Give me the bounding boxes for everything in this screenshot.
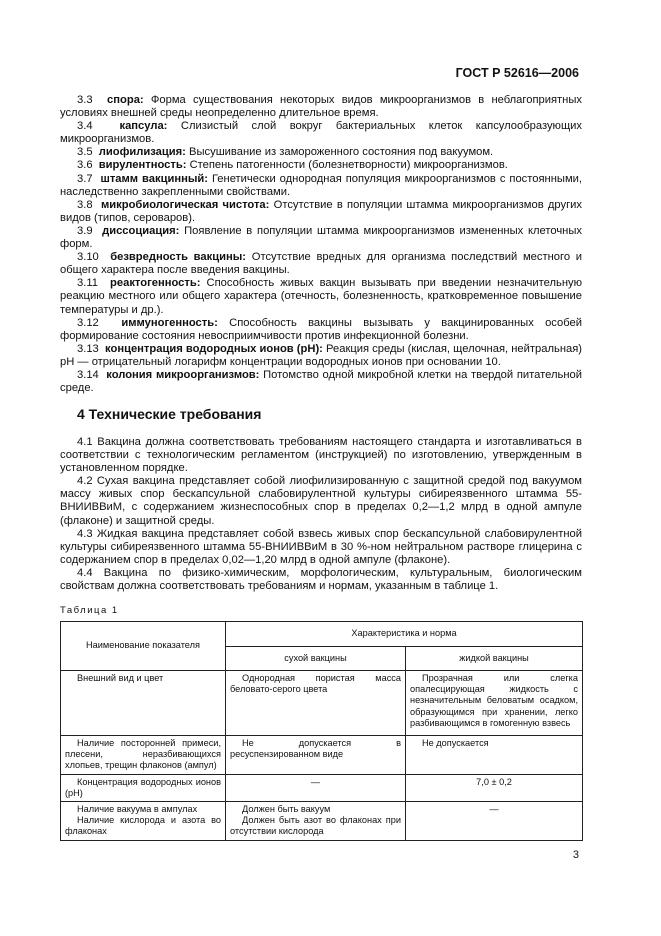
definition-item: 3.5 лиофилизация: Высушивание из замороженного состояния под вакуумом. (77, 146, 494, 159)
requirements-list (60, 436, 582, 593)
definition-item: 3.12 иммуногенность: Способность вакцины вызывать у вакцинированных особей формирование состояния невосприимчивости против инфекционной болезни. (60, 316, 582, 342)
table-header-dry: сухой вакцины (226, 647, 406, 671)
table-header-group: Характеристика и норма (226, 622, 583, 647)
table-cell-liquid: Прозрачная или слегка опалесцирующая жидкость с незначительным беловатым осадком, образующимся при хранении, легко разбивающимся в гомогенную взвесь (406, 671, 583, 736)
table-cell-name: Наличие посторонней примеси, плесени, неразбивающихся хлопьев, трещин флаконов (ампул) (61, 736, 226, 775)
table-cell-dry: Однородная пористая масса беловато-серого цвета (226, 671, 406, 736)
table-row (61, 736, 583, 775)
table-cell-name-line: Наличие вакуума в ампулах (77, 804, 198, 815)
table-row (61, 671, 583, 736)
table-caption: Таблица 1 (60, 605, 119, 616)
definition-item: 3.10 безвредность вакцины: Отсутствие вредных для организма последствий местного и общего характера после введения вакцины. (60, 251, 583, 277)
table-cell-dry-line: Должен быть вакуум (242, 804, 331, 815)
requirement-paragraph: 4.3 Жидкая вакцина представляет собой взвесь живых спор бескапсульной слабовирулентной культуры сибиреязвенного штамма 55-ВНИИВВиМ в 30 %-ном нейтральном растворе глицерина с содержанием спор в пределах 0,02—1,20 млрд в одной ампуле (флаконе). (60, 527, 582, 566)
table-header-liquid: жидкой вакцины (406, 647, 583, 671)
table-row (61, 802, 583, 841)
definition-item: 3.7 штамм вакцинный: Генетически однородная популяция микроорганизмов с постоянными, наследственно закрепленными свойствами. (60, 172, 582, 198)
definition-item: 3.4 капсула: Слизистый слой вокруг бактериальных клеток капсулообразующих микроорганизмов. (60, 120, 582, 146)
table-cell-liquid: 7,0 ± 0,2 (406, 774, 583, 801)
definition-item: 3.14 колония микроорганизмов: Потомство одной микробной клетки на твердой питательной среде. (60, 368, 583, 395)
table-row (61, 774, 583, 801)
table-cell-name-line: Наличие кислорода и азота во флаконах (65, 815, 221, 837)
requirement-paragraph: 4.4 Вакцина по физико-химическим, морфологическим, культуральным, биологическим свойствам должна соответствовать требованиям и нормам, указанным в таблице 1. (60, 566, 582, 593)
table-cell-name: Концентрация водородных ионов (pH) (61, 774, 226, 801)
definition-item: 3.9 диссоциация: Появление в популяции штамма микроорганизмов измененных клеточных форм. (60, 224, 582, 251)
requirement-paragraph: 4.1 Вакцина должна соответствовать требованиям настоящего стандарта и изготавливаться в соответствии с технологическим регламентом (инструкцией) по изготовлению, утвержденным в установленном порядке. (60, 436, 582, 475)
table-cell-liquid: — (406, 802, 583, 841)
table-cell-dry: — (226, 774, 406, 801)
table-cell-dry: Не допускается в ресуспензированном виде (226, 736, 406, 775)
table-header-indicator: Наименование показателя (61, 622, 226, 671)
table-cell-dry-line: Должен быть азот во флаконах при отсутствии кислорода (230, 815, 401, 837)
definition-item: 3.6 вирулентность: Степень патогенности (болезнетворности) микроорганизмов. (77, 159, 508, 172)
definitions-list (60, 94, 582, 395)
page-number: 3 (572, 849, 579, 861)
table-cell-liquid: Не допускается (406, 736, 583, 775)
definition-item: 3.13 концентрация водородных ионов (pH): Реакция среды (кислая, щелочная, нейтральная) pH — отрицательный логарифм концентрации водородных ионов при основании 10. (60, 342, 582, 368)
specification-table (60, 621, 583, 841)
definition-item: 3.8 микробиологическая чистота: Отсутствие в популяции штамма микроорганизмов других видов (типов, сероваров). (60, 198, 583, 224)
document-header: ГОСТ Р 52616—2006 (455, 66, 579, 80)
definition-item: 3.3 спора: Форма существования некоторых видов микроорганизмов в неблагоприятных условиях внешней среды неопределенно длительное время. (60, 94, 582, 120)
table-cell-dry (226, 802, 406, 841)
table-cell-name: Внешний вид и цвет (61, 671, 226, 736)
definition-item: 3.11 реактогенность: Способность живых вакцин вызывать при введении незначительную реакцию местного или общего характера (отечность, болезненность, кратковременное повышение температуры и др.). (60, 277, 582, 316)
section-title: 4 Технические требования (77, 406, 262, 422)
table-cell-name (61, 802, 226, 841)
requirement-paragraph: 4.2 Сухая вакцина представляет собой лиофилизированную с защитной средой под вакуумом массу живых спор бескапсульной слабовирулентной культуры сибиреязвенного штамма 55-ВНИИВВиМ, с содержанием жизнеспособных спор в пределах 0,2—1,2 млрд в одной ампуле (флаконе) и защитной среды. (60, 475, 582, 527)
